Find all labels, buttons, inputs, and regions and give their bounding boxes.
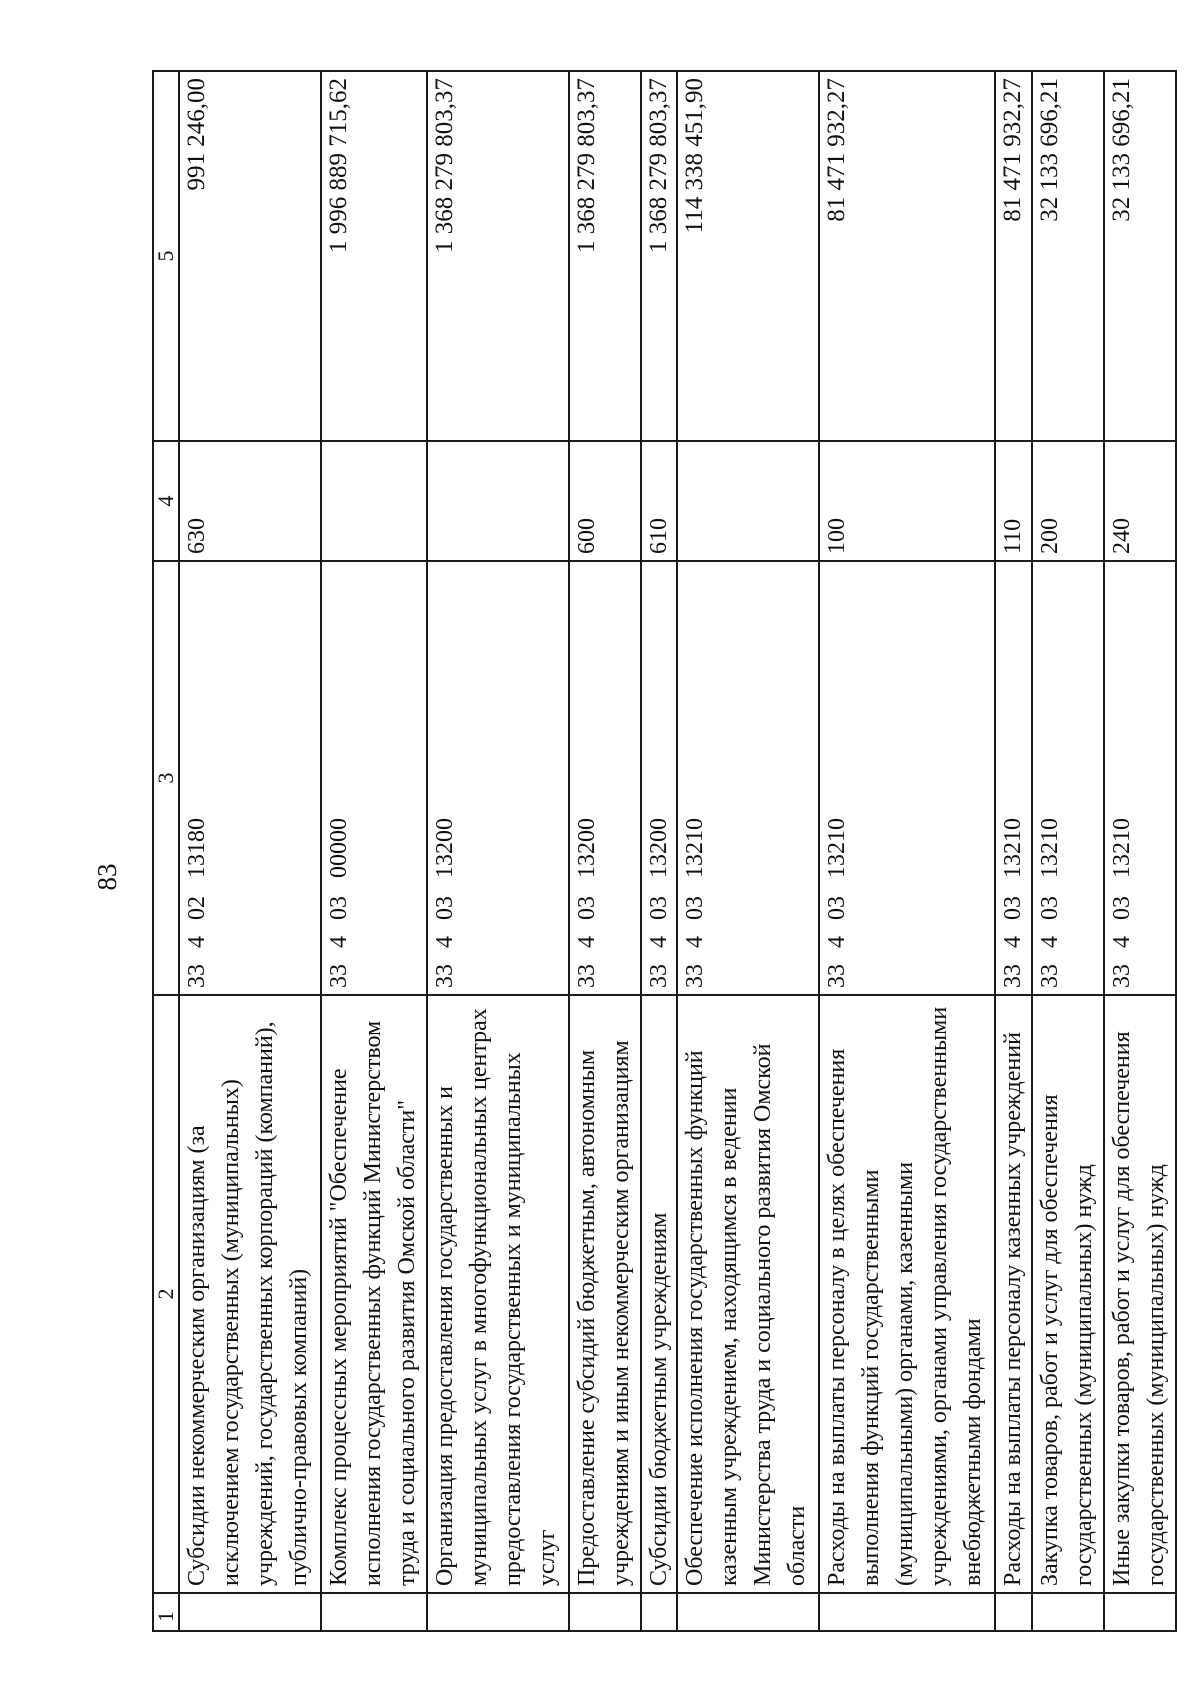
code-type: 4 bbox=[1109, 936, 1136, 948]
table-row bbox=[677, 71, 819, 1631]
description-cell: Закупка товаров, работ и услуг для обеспечения государственных (муниципальных) нужд bbox=[1032, 995, 1104, 1593]
code-cell bbox=[641, 561, 678, 995]
code-type: 4 bbox=[325, 936, 352, 948]
code-cell bbox=[995, 561, 1032, 995]
code-type: 4 bbox=[184, 936, 210, 948]
row-number-cell bbox=[819, 1593, 995, 1631]
code-cell bbox=[427, 561, 569, 995]
code-subprogram: 03 bbox=[325, 896, 352, 920]
code-subprogram: 03 bbox=[1037, 896, 1064, 920]
description-cell: Субсидии бюджетным учреждениям bbox=[641, 995, 678, 1593]
code-cell bbox=[1104, 561, 1176, 995]
amount-cell: 81 471 932,27 bbox=[819, 71, 995, 441]
code-cell bbox=[569, 561, 641, 995]
code-subprogram: 03 bbox=[1109, 896, 1136, 920]
amount-cell: 1 368 279 803,37 bbox=[427, 71, 569, 441]
table-row bbox=[995, 71, 1032, 1631]
code-direction: 13200 bbox=[432, 818, 459, 878]
code-subprogram: 03 bbox=[824, 896, 851, 920]
code-program: 33 bbox=[184, 964, 210, 988]
code-program: 33 bbox=[682, 964, 709, 988]
description-cell: Иные закупки товаров, работ и услуг для обеспечения государственных (муниципальных) нужд bbox=[1104, 995, 1176, 1593]
code-subprogram: 03 bbox=[432, 896, 459, 920]
row-number-cell bbox=[569, 1593, 641, 1631]
amount-cell: 32 133 696,21 bbox=[1032, 71, 1104, 441]
amount-cell: 114 338 451,90 bbox=[677, 71, 819, 441]
row-number-cell bbox=[995, 1593, 1032, 1631]
amount-cell: 1 368 279 803,37 bbox=[641, 71, 678, 441]
code-program: 33 bbox=[645, 964, 672, 988]
amount-cell: 1 368 279 803,37 bbox=[569, 71, 641, 441]
code-type: 4 bbox=[645, 936, 672, 948]
table-row bbox=[179, 71, 321, 1631]
code-program: 33 bbox=[1109, 964, 1136, 988]
code-type: 4 bbox=[1000, 936, 1027, 948]
expense-type-cell: 630 bbox=[179, 441, 321, 561]
expense-type-cell: 200 bbox=[1032, 441, 1104, 561]
description-cell: Обеспечение исполнения государственных функций казенным учреждением, находящимся в ведении Министерства труда и социального развития Омской области bbox=[677, 995, 819, 1593]
description-cell: Комплекс процессных мероприятий "Обеспечение исполнения государственных функций Министерством труда и социального развития Омской области" bbox=[321, 995, 428, 1593]
code-subprogram: 03 bbox=[1000, 896, 1027, 920]
expense-type-cell bbox=[677, 441, 819, 561]
code-program: 33 bbox=[824, 964, 851, 988]
code-program: 33 bbox=[1000, 964, 1027, 988]
table-row bbox=[1104, 71, 1176, 1631]
amount-cell: 991 246,00 bbox=[179, 71, 321, 441]
code-type: 4 bbox=[1037, 936, 1064, 948]
description-cell: Расходы на выплаты персоналу в целях обеспечения выполнения функций государственными (муниципальными) органами, казенными учреждениями, органами управления государственными внебюджетными фондами bbox=[819, 995, 995, 1593]
code-direction: 13210 bbox=[1109, 818, 1136, 878]
description-cell: Организация предоставления государственных и муниципальных услуг в многофункциональных центрах предоставления государственных и муниципальных услуг bbox=[427, 995, 569, 1593]
column-header: 4 bbox=[153, 441, 179, 561]
expense-type-cell bbox=[321, 441, 428, 561]
row-number-cell bbox=[321, 1593, 428, 1631]
code-type: 4 bbox=[432, 936, 459, 948]
row-number-cell bbox=[179, 1593, 321, 1631]
expense-type-cell bbox=[427, 441, 569, 561]
expense-type-cell: 600 bbox=[569, 441, 641, 561]
table-row bbox=[427, 71, 569, 1631]
code-cell bbox=[321, 561, 428, 995]
code-direction: 13180 bbox=[184, 818, 210, 878]
code-direction: 13210 bbox=[1037, 818, 1064, 878]
row-number-cell bbox=[1104, 1593, 1176, 1631]
description-cell: Субсидии некоммерческим организациям (за исключением государственных (муниципальных) учреждений, государственных корпораций (компаний), публично-правовых компаний) bbox=[179, 995, 321, 1593]
page-number: 83 bbox=[92, 863, 122, 891]
column-header: 2 bbox=[153, 995, 179, 1593]
code-direction: 13210 bbox=[824, 818, 851, 878]
code-type: 4 bbox=[824, 936, 851, 948]
column-header: 5 bbox=[153, 71, 179, 441]
description-cell: Расходы на выплаты персоналу казенных учреждений bbox=[995, 995, 1032, 1593]
expense-type-cell: 610 bbox=[641, 441, 678, 561]
expense-type-cell: 240 bbox=[1104, 441, 1176, 561]
table-row bbox=[641, 71, 678, 1631]
table-header-row bbox=[153, 71, 179, 1631]
row-number-cell bbox=[641, 1593, 678, 1631]
row-number-cell bbox=[1032, 1593, 1104, 1631]
table-row bbox=[1032, 71, 1104, 1631]
table-row bbox=[569, 71, 641, 1631]
code-direction: 13200 bbox=[573, 818, 600, 878]
code-direction: 13200 bbox=[645, 818, 672, 878]
budget-table bbox=[152, 70, 1177, 1632]
code-subprogram: 03 bbox=[573, 896, 600, 920]
column-header: 3 bbox=[153, 561, 179, 995]
code-program: 33 bbox=[1037, 964, 1064, 988]
code-cell bbox=[819, 561, 995, 995]
code-cell bbox=[677, 561, 819, 995]
code-subprogram: 02 bbox=[184, 896, 210, 920]
amount-cell: 1 996 889 715,62 bbox=[321, 71, 428, 441]
code-program: 33 bbox=[325, 964, 352, 988]
amount-cell: 32 133 696,21 bbox=[1104, 71, 1176, 441]
code-type: 4 bbox=[682, 936, 709, 948]
expense-type-cell: 110 bbox=[995, 441, 1032, 561]
table-row bbox=[819, 71, 995, 1631]
expense-type-cell: 100 bbox=[819, 441, 995, 561]
amount-cell: 81 471 932,27 bbox=[995, 71, 1032, 441]
code-type: 4 bbox=[573, 936, 600, 948]
description-cell: Предоставление субсидий бюджетным, автономным учреждениям и иным некоммерческим организациям bbox=[569, 995, 641, 1593]
code-direction: 00000 bbox=[325, 818, 352, 878]
code-direction: 13210 bbox=[682, 818, 709, 878]
code-cell bbox=[1032, 561, 1104, 995]
table-row bbox=[321, 71, 428, 1631]
column-header: 1 bbox=[153, 1593, 179, 1631]
row-number-cell bbox=[427, 1593, 569, 1631]
code-subprogram: 03 bbox=[645, 896, 672, 920]
code-program: 33 bbox=[573, 964, 600, 988]
rotated-table-wrapper bbox=[152, 72, 1177, 1632]
row-number-cell bbox=[677, 1593, 819, 1631]
code-cell bbox=[179, 561, 321, 995]
code-program: 33 bbox=[432, 964, 459, 988]
code-subprogram: 03 bbox=[682, 896, 709, 920]
code-direction: 13210 bbox=[1000, 818, 1027, 878]
